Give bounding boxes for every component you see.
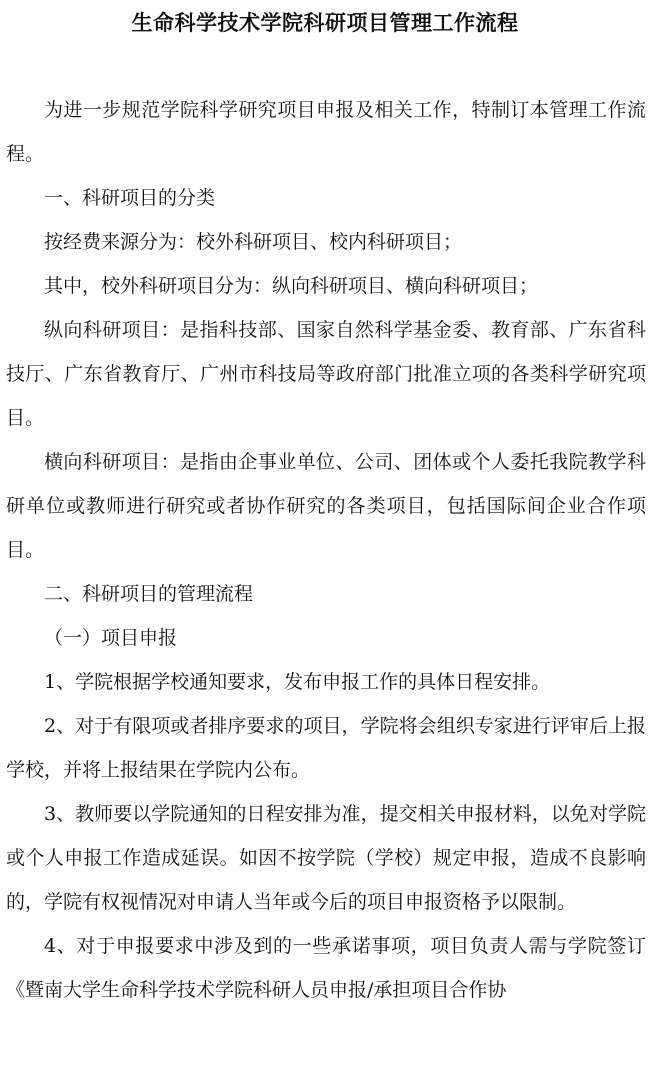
paragraph-horizontal-projects: 横向科研项目：是指由企事业单位、公司、团体或个人委托我院教学科研单位或教师进行研究或者协作研究的各类项目，包括国际间企业合作项目。 [6, 451, 646, 561]
list-item-4: 4、对于申报要求中涉及到的一些承诺事项，项目负责人需与学院签订《暨南大学生命科学技术学院科研人员申报/承担项目合作协 [6, 935, 646, 1001]
section-heading-management: 二、科研项目的管理流程 [44, 583, 254, 605]
paragraph-vertical-projects: 纵向科研项目：是指科技部、国家自然科学基金委、教育部、广东省科技厅、广东省教育厅、广州市科技局等政府部门批准立项的各类科学研究项目。 [6, 319, 646, 429]
list-item-1: 1、学院根据学校通知要求，发布申报工作的具体日程安排。 [44, 671, 551, 693]
document-title: 生命科学技术学院科研项目管理工作流程 [131, 11, 519, 35]
list-item-3: 3、教师要以学院通知的日程安排为准，提交相关申报材料，以免对学院或个人申报工作造成延误。如因不按学院（学校）规定申报，造成不良影响的，学院有权视情况对申请人当年或今后的项目申报资格予以限制。 [6, 803, 646, 913]
paragraph-external-types: 其中，校外科研项目分为：纵向科研项目、横向科研项目； [44, 275, 539, 297]
document-body [6, 88, 646, 1012]
paragraph-intro: 为进一步规范学院科学研究项目申报及相关工作，特制订本管理工作流程。 [6, 99, 646, 165]
subsection-heading-application: （一）项目申报 [44, 627, 178, 649]
paragraph-funding-source: 按经费来源分为：校外科研项目、校内科研项目； [44, 231, 463, 253]
section-heading-classification: 一、科研项目的分类 [44, 187, 216, 209]
list-item-2: 2、对于有限项或者排序要求的项目，学院将会组织专家进行评审后上报学校，并将上报结果在学院内公布。 [6, 715, 646, 781]
